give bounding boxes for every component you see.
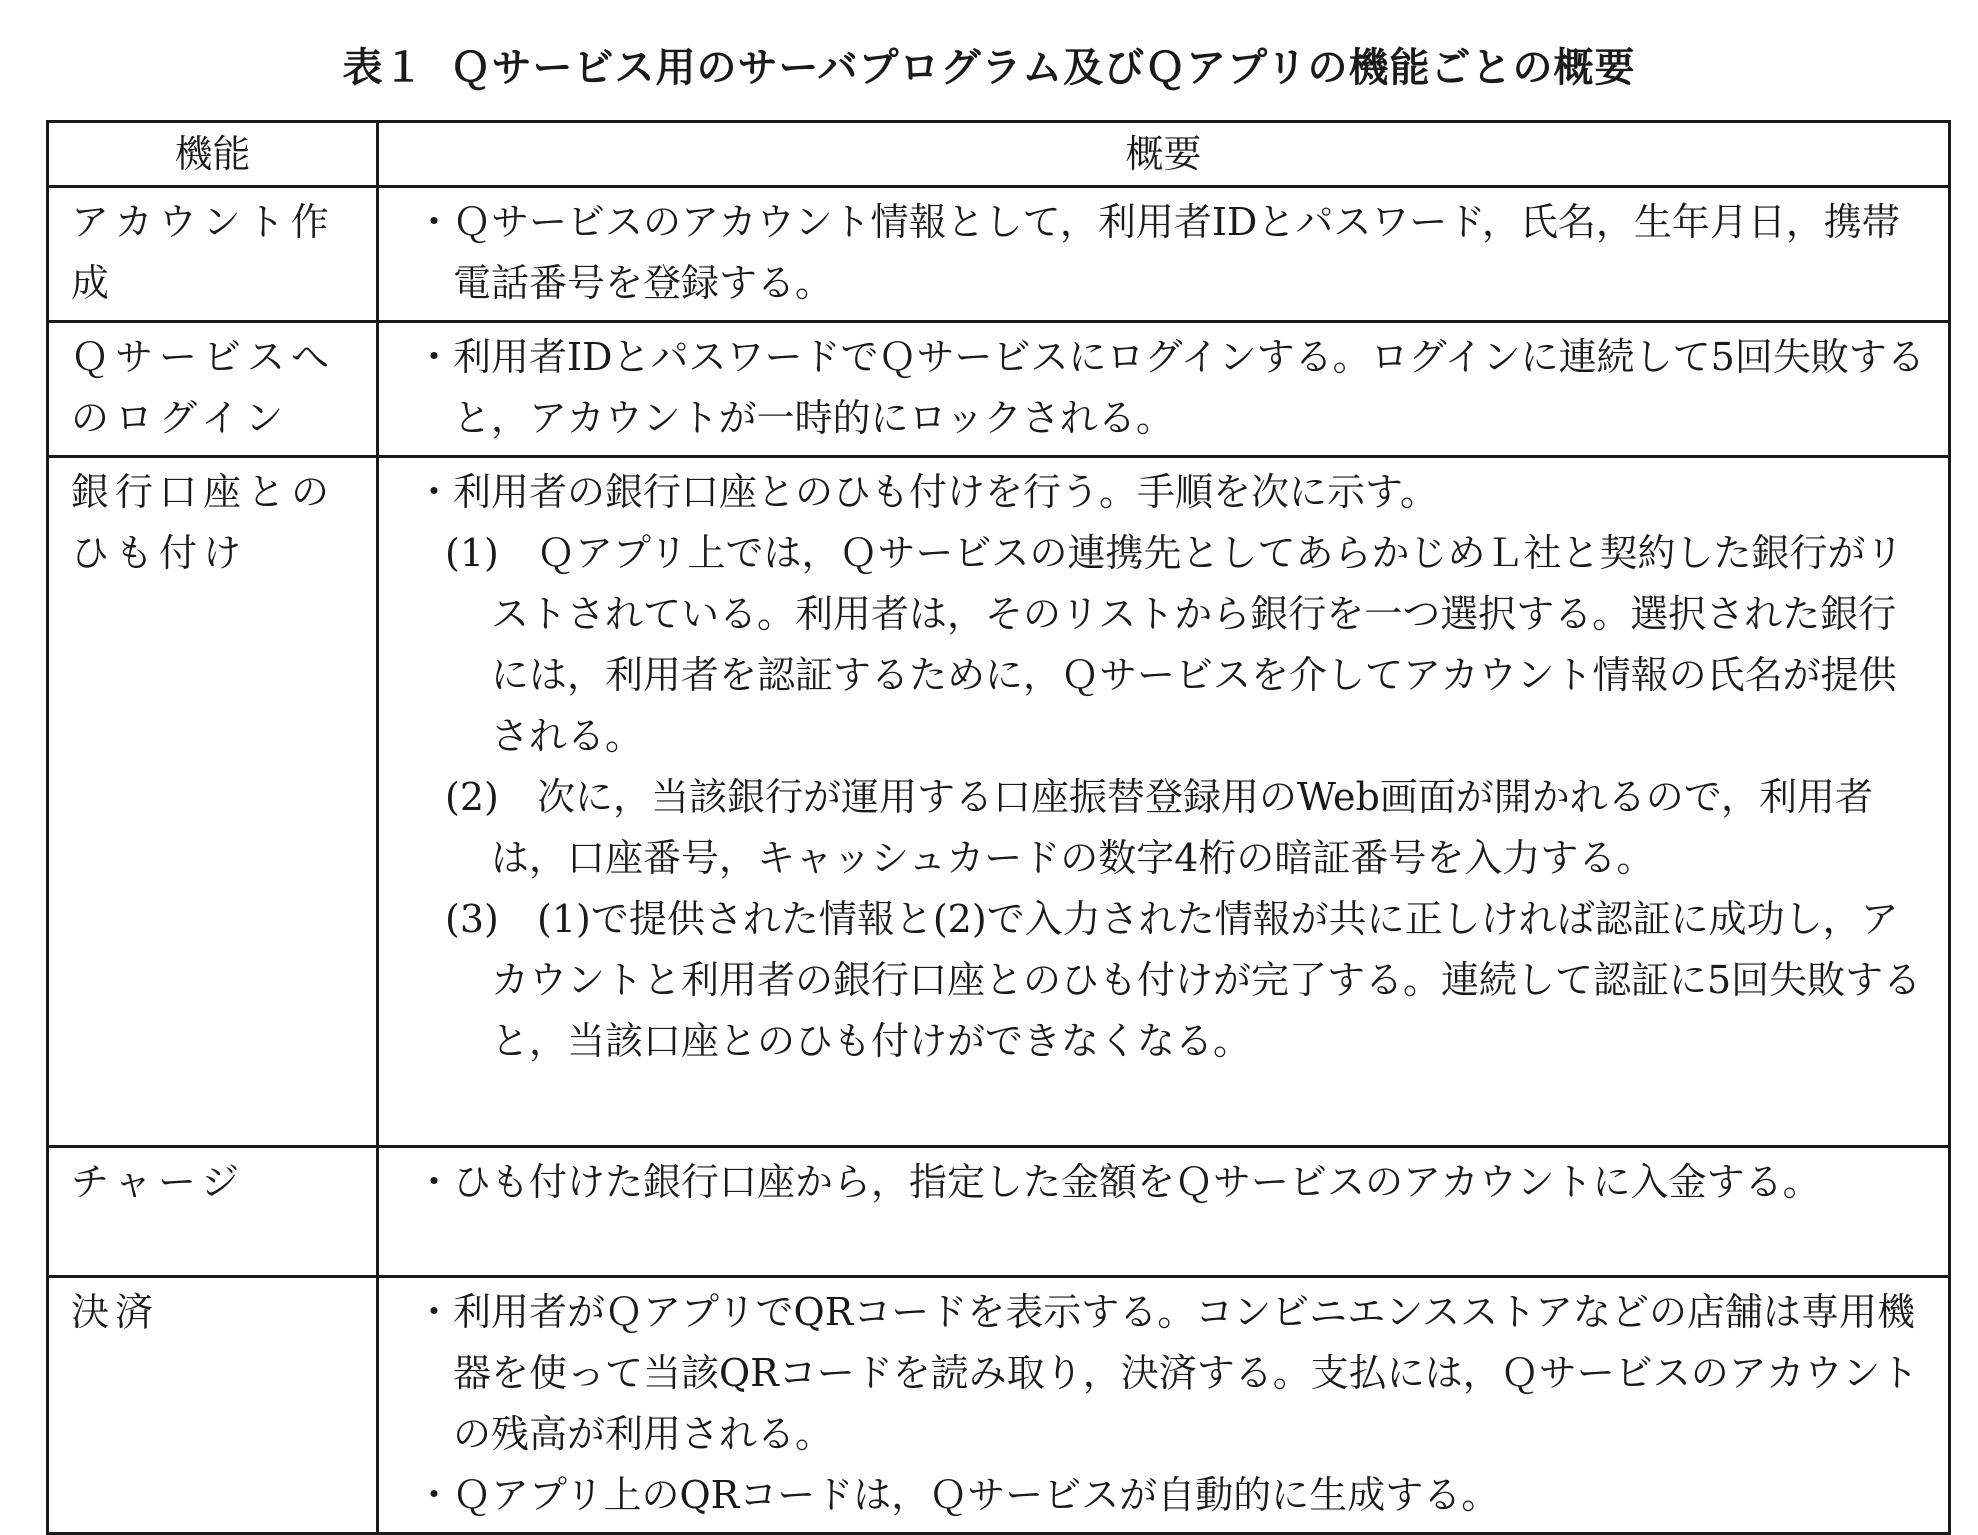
function-cell: アカウント作成 [48, 187, 378, 322]
bullet-text: 利用者の銀行口座とのひも付けを行う。手順を次に示す。 [453, 470, 1438, 514]
bullet-text: Ｑアプリ上のQRコードは，Ｑサービスが自動的に生成する。 [453, 1473, 1500, 1517]
step-text: Ｑアプリ上では，Ｑサービスの連携先としてあらかじめＬ社と契約した銀行がリストされている。利用者は，そのリストから銀行を一つ選択する。選択された銀行には，利用者を認証するために，Ｑサービスを介してアカウント情報の氏名が提供される。 [491, 531, 1904, 758]
function-cell: 銀行口座とのひも付け [48, 457, 378, 1147]
table-row [48, 1277, 1950, 1534]
function-cell: チャージ [48, 1147, 378, 1277]
function-cell: Ｑサービスへのログイン [48, 322, 378, 457]
step-item [445, 767, 1930, 889]
table-header-row [48, 122, 1950, 187]
step-text: 次に，当該銀行が運用する口座振替登録用のWeb画面が開かれるので，利用者は，口座番号，キャッシュカードの数字4桁の暗証番号を入力する。 [491, 775, 1874, 880]
overview-cell [378, 187, 1950, 322]
step-item [445, 889, 1930, 1072]
bullet-text: Ｑサービスのアカウント情報として，利用者IDとパスワード，氏名，生年月日，携帯電話番号を登録する。 [453, 200, 1900, 305]
table-row [48, 322, 1950, 457]
bullet-item: ・利用者IDとパスワードでＱサービスにログインする。ログインに連続して5回失敗すると，アカウントが一時的にロックされる。 [415, 335, 1925, 440]
bullet-item: ・Ｑサービスのアカウント情報として，利用者IDとパスワード，氏名，生年月日，携帯電話番号を登録する。 [415, 200, 1900, 305]
table-caption [0, 36, 1978, 93]
bullet-item: ・利用者の銀行口座とのひも付けを行う。手順を次に示す。 [415, 470, 1438, 514]
bullet-text: 利用者IDとパスワードでＱサービスにログインする。ログインに連続して5回失敗すると，アカウントが一時的にロックされる。 [453, 335, 1925, 440]
step-label: (2) [445, 775, 499, 819]
overview-cell [378, 1147, 1950, 1277]
bullet-item: ・ひも付けた銀行口座から，指定した金額をＱサービスのアカウントに入金する。 [415, 1160, 1821, 1204]
overview-cell [378, 1277, 1950, 1534]
step-text: (1)で提供された情報と(2)で入力された情報が共に正しければ認証に成功し，アカウントと利用者の銀行口座とのひも付けが完了する。連続して認証に5回失敗すると，当該口座とのひも付けができなくなる。 [491, 897, 1922, 1063]
step-item [445, 523, 1930, 767]
overview-cell [378, 457, 1950, 1147]
overview-cell [378, 322, 1950, 457]
table-row [48, 187, 1950, 322]
table-number: 表１ [342, 45, 425, 91]
table-row [48, 457, 1950, 1147]
bullet-item: ・利用者がＱアプリでQRコードを表示する。コンビニエンスストアなどの店舗は専用機器を使って当該QRコードを読み取り，決済する。支払には，Ｑサービスのアカウントの残高が利用される。 [415, 1290, 1919, 1456]
function-cell: 決済 [48, 1277, 378, 1534]
step-label: (3) [445, 897, 499, 941]
bullet-text: ひも付けた銀行口座から，指定した金額をＱサービスのアカウントに入金する。 [453, 1160, 1821, 1204]
bullet-text: 利用者がＱアプリでQRコードを表示する。コンビニエンスストアなどの店舗は専用機器を使って当該QRコードを読み取り，決済する。支払には，Ｑサービスのアカウントの残高が利用される。 [453, 1290, 1919, 1456]
table-row [48, 1147, 1950, 1277]
step-label: (1) [445, 531, 499, 575]
header-overview: 概要 [378, 122, 1950, 187]
table-title: Ｑサービス用のサーバプログラム及びＱアプリの機能ごとの概要 [450, 45, 1636, 91]
header-function: 機能 [48, 122, 378, 187]
bullet-item: ・Ｑアプリ上のQRコードは，Ｑサービスが自動的に生成する。 [415, 1473, 1500, 1517]
function-overview-table [46, 120, 1951, 1535]
